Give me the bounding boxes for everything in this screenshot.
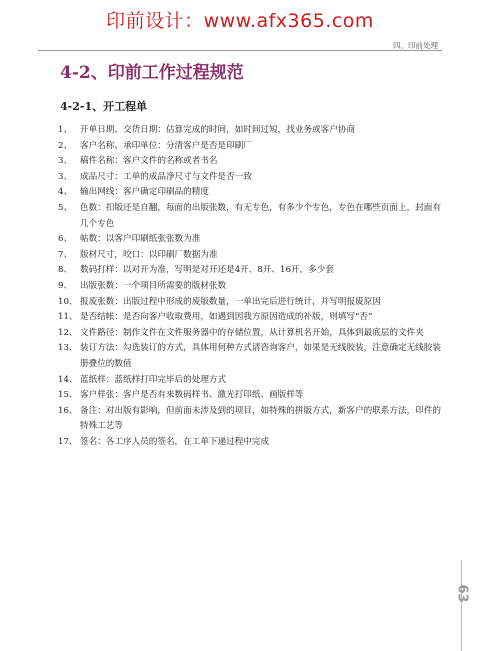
item-number: 15、: [58, 390, 78, 401]
header-rule: [38, 50, 442, 51]
item-text: 版材尺寸，咬口：以印刷厂数据为准: [80, 249, 218, 260]
item-text: 签名：各工序人员的签名，在工单下递过程中完成: [80, 436, 270, 447]
list-item: [58, 185, 446, 201]
item-text: 开单日期、交货日期：估算完成的时间，如时间过短，找业务或客户协商: [80, 125, 356, 135]
item-number: 16、: [58, 405, 78, 416]
section-title: 4-2、印前工作过程规范: [60, 63, 244, 83]
item-text: 报废张数：出版过程中形成的废版数量，一单出完后进行统计，并写明报废原因: [80, 296, 381, 307]
item-text: 是否结帐：是否向客户收取费用，如遇到因我方原因造成的补版，则填写“否”: [80, 312, 373, 323]
item-number: 13、: [58, 343, 78, 354]
item-text: 成品尺寸：工单的成品净尺寸与文件是否一致: [80, 171, 252, 182]
item-number: 2、: [58, 140, 73, 151]
item-number: 9、: [58, 280, 73, 291]
item-number: 3、: [58, 156, 73, 167]
page-number: 63: [454, 584, 470, 603]
list-item: [58, 279, 446, 295]
list-item: [58, 341, 446, 372]
item-text: 客户样张：客户是否有来数码样书、激光打印纸、画版样等: [80, 390, 304, 401]
list-item: [58, 373, 446, 389]
item-text: 色数：扣版还是自翻，每面的出版张数，有无专色，有多少个专色，专色在哪些页面上，封面有几个专色: [80, 202, 441, 229]
item-text: 客户名称、承印单位：分清客户是否是印刷厂: [80, 140, 252, 151]
list-item: [58, 201, 446, 232]
item-number: 4、: [58, 187, 73, 198]
list-item: [58, 248, 446, 264]
item-number: 1、: [58, 125, 73, 135]
list-item: [58, 154, 446, 170]
item-number: 6、: [58, 234, 73, 245]
list-item: [58, 310, 446, 326]
item-number: 14、: [58, 374, 78, 385]
list-item: [58, 139, 446, 155]
item-text: 稿件名称：客户文件的名称或者书名: [80, 156, 218, 167]
item-list: [58, 123, 446, 450]
list-item: [58, 435, 446, 451]
item-number: 8、: [58, 265, 73, 276]
item-text: 备注：对出版有影响，但前面未涉及到的项目，如特殊的拼版方式，新客户的联系方法，印件的特殊工艺等: [80, 405, 441, 432]
item-text: 文件路径：制作文件在文件服务器中的存储位置，从计算机名开始，具体到最底层的文件夹: [80, 327, 424, 338]
item-number: 12、: [58, 327, 78, 338]
running-header: 四、印前处理: [393, 41, 438, 50]
item-text: 数码打样：以对开为准，写明是对开还是4开、8开、16开，多少套: [80, 265, 334, 276]
item-number: 3、: [58, 171, 73, 182]
list-item: [58, 295, 446, 311]
page-edge-rule: [461, 560, 462, 651]
subsection-title: 4-2-1、开工程单: [60, 100, 148, 113]
item-text: 输出网线：客户确定印刷品的精度: [80, 187, 209, 198]
list-item: [58, 388, 446, 404]
list-item: [58, 170, 446, 186]
watermark-text: 印前设计：www.afx365.com: [106, 10, 374, 32]
item-number: 5、: [58, 202, 73, 213]
item-number: 7、: [58, 249, 73, 260]
list-item: [58, 263, 446, 279]
list-item: [58, 232, 446, 248]
item-text: 出版张数：一个项目所需要的版材张数: [80, 280, 227, 291]
list-item: [58, 123, 446, 139]
item-text: 蓝纸样：蓝纸样打印完毕后的处理方式: [80, 374, 227, 385]
item-text: 装订方法：勾选装订的方式，具体用何种方式请咨询客户，如果是无线胶装，注意确定无线胶装册叠位的数值: [80, 343, 441, 369]
list-item: [58, 326, 446, 342]
item-number: 10、: [58, 296, 78, 307]
item-number: 11、: [58, 312, 78, 323]
list-item: [58, 404, 446, 435]
item-number: 17、: [58, 436, 78, 447]
item-text: 帖数：以客户印刷纸张张数为准: [80, 234, 201, 245]
